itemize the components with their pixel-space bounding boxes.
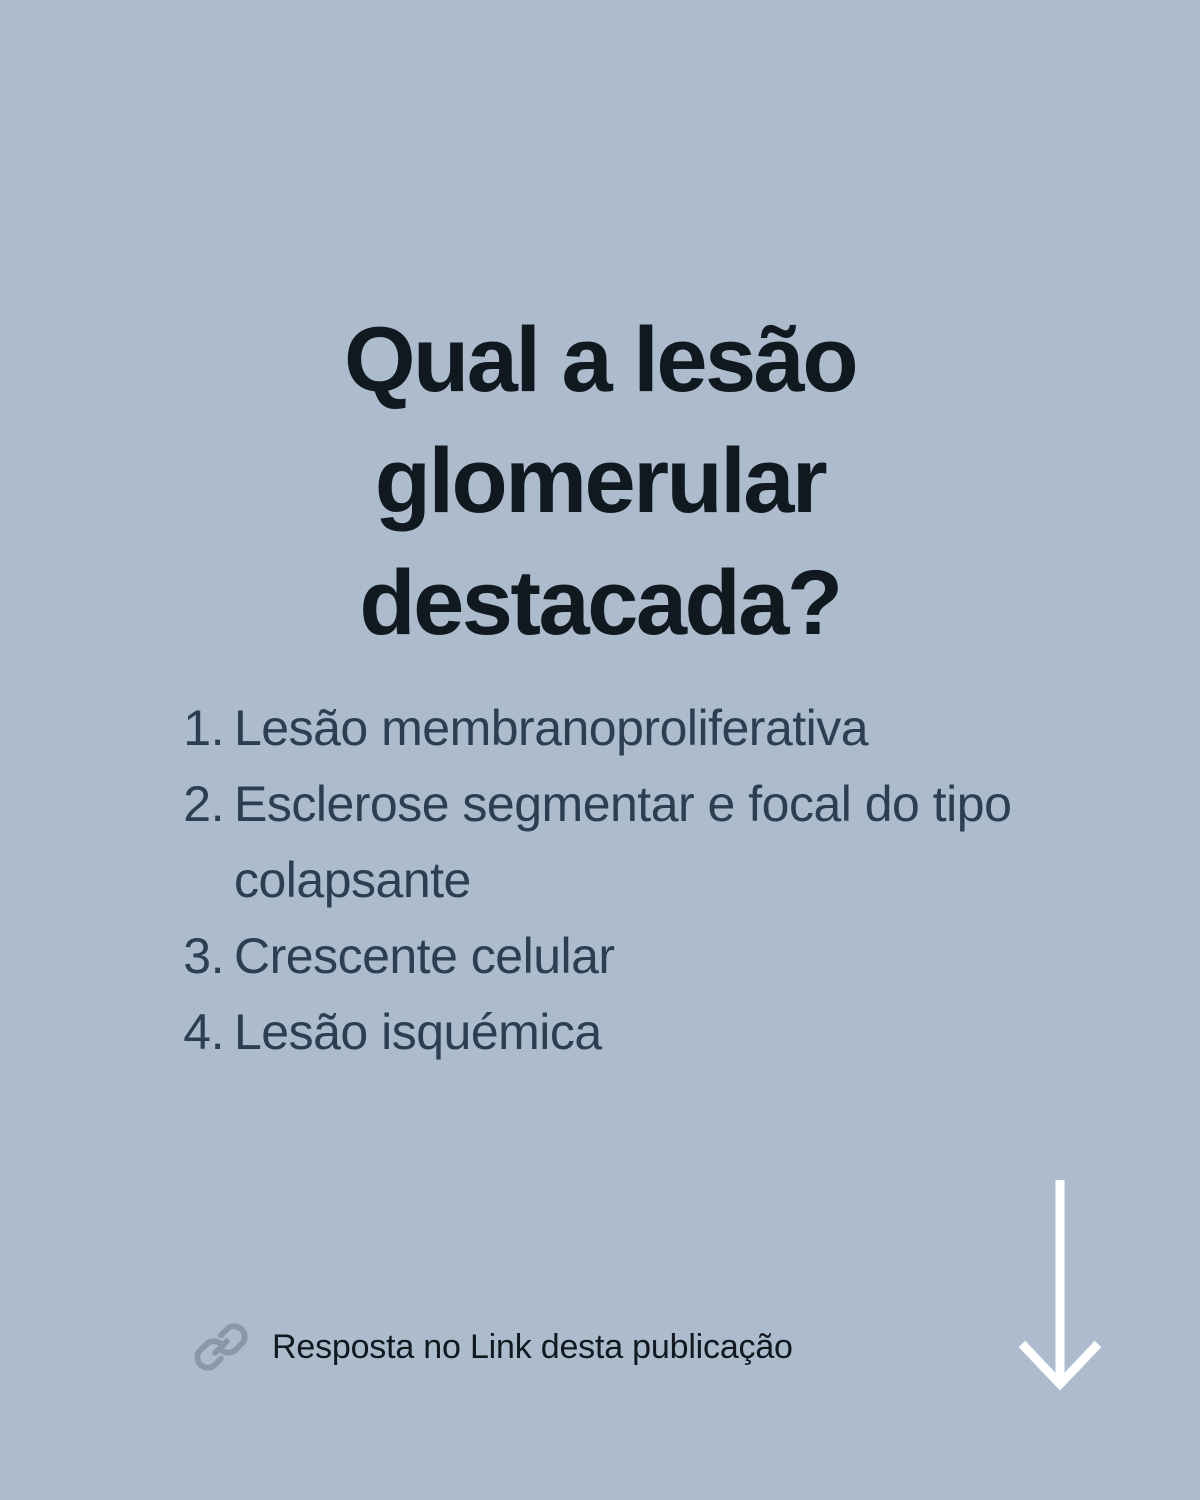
answer-options-list	[0, 690, 1200, 1070]
answer-option-2-number: 2.	[183, 776, 224, 833]
answer-option-2-label: Esclerose segmentar e focal do tipo colapsante	[234, 776, 1012, 909]
answer-option-4-label: Lesão isquémica	[234, 1004, 602, 1061]
answer-option-4-number: 4.	[183, 1004, 224, 1061]
answer-option-3-label: Crescente celular	[234, 928, 615, 985]
link-note[interactable]	[190, 1316, 793, 1378]
answer-option-1-number: 1.	[183, 700, 224, 757]
question-line-1: Qual a lesão	[343, 309, 857, 411]
answer-option-4[interactable]	[168, 994, 1080, 1070]
question-line-2: glomerular	[374, 430, 826, 533]
footer	[0, 1276, 1200, 1396]
question-line-3: destacada?	[359, 551, 841, 654]
answer-option-2[interactable]	[168, 766, 1080, 918]
arrow-down-icon	[1012, 1176, 1108, 1396]
page-title	[0, 0, 1200, 664]
answer-option-3[interactable]	[168, 918, 1080, 994]
link-note-label: Resposta no Link desta publicação	[272, 1327, 793, 1366]
link-icon	[190, 1316, 252, 1378]
answer-option-1-label: Lesão membranoproliferativa	[234, 700, 869, 757]
answer-option-1[interactable]	[168, 690, 1080, 766]
answer-option-3-number: 3.	[183, 928, 224, 985]
